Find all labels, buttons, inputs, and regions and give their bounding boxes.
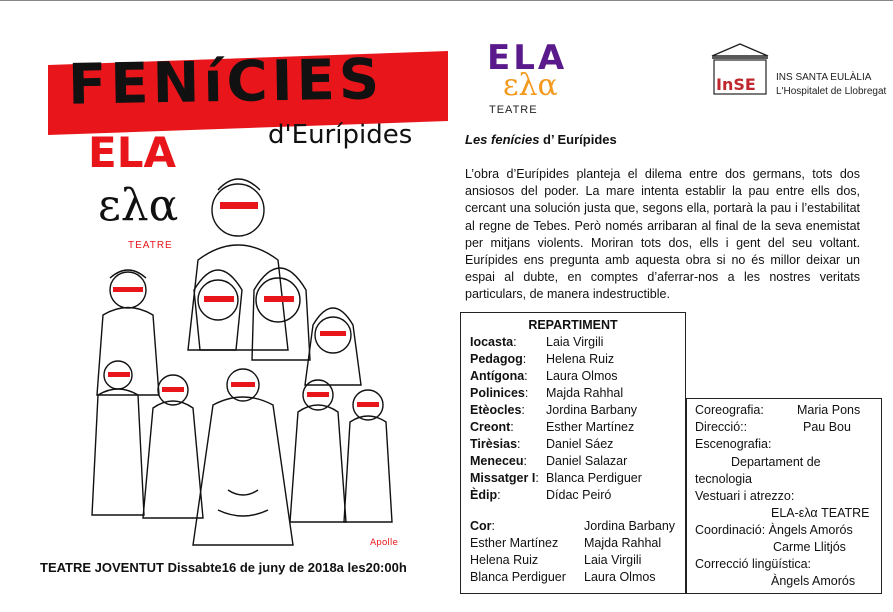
- poster-illustration: [28, 40, 418, 550]
- cast-actor: Esther Martínez: [546, 420, 635, 434]
- ela-logo-greek: ελα: [503, 68, 558, 103]
- poster-signature: Apolle: [370, 538, 398, 548]
- cast-role: Iocasta: [470, 335, 514, 349]
- cast-row: [470, 403, 685, 420]
- school-building-icon: [708, 42, 772, 98]
- poster-ela-logo-greek: ελα: [98, 180, 179, 231]
- cast-role-wrap: [470, 335, 517, 349]
- cast-role-wrap: [470, 386, 528, 400]
- cast-row: [470, 488, 685, 505]
- play-title-author: d’ Eurípides: [539, 132, 617, 147]
- cast-row: [470, 369, 685, 386]
- chorus-row: [470, 570, 685, 587]
- cast-role-wrap: [470, 454, 527, 468]
- play-synopsis: L’obra d’Eurípides planteja el dilema entre dos germans, tots dos ansiosos del poder. La mare intenta establir la pau entre ells dos, cercant una solución justa que, segons ella, portarà la pau i l’estabilitat al regne de Tebes. Però només arribaran al final de la seva enemistat per mitjans violents. Moriran tots dos, ells i gent del seu voltant. Eurípides ens pregunta amb aquesta obra si no és millor deixar un espai al dubte, en comptes d’aferrar-nos a les nostres veritats particulars, de manera indestructible.: [465, 167, 860, 302]
- cast-actor: Laia Virgili: [546, 335, 604, 349]
- credit-value-wardrobe: ELA-ελα TEATRE: [771, 506, 870, 520]
- chorus-row: Cor: Jordina Barbany: [470, 519, 676, 533]
- chorus-label: Cor: [470, 519, 492, 533]
- cast-row: [470, 454, 685, 471]
- poster-title: FENíCIES: [67, 47, 384, 118]
- chorus-member: Blanca Perdiguer: [470, 570, 566, 584]
- chorus-member: Laia Virgili: [584, 553, 642, 567]
- chorus-member: Jordina Barbany: [584, 519, 676, 533]
- chorus-member: Laura Olmos: [584, 570, 656, 584]
- chorus-member: Helena Ruiz: [470, 553, 539, 567]
- performance-details: TEATRE JOVENTUT Dissabte16 de juny de 2018a les20:00h: [40, 560, 407, 575]
- cast-role: Creont: [470, 420, 511, 434]
- cast-separator: :: [524, 369, 528, 383]
- cast-row: [470, 437, 685, 454]
- cast-role: Antígona: [470, 369, 525, 383]
- cast-separator: :: [521, 403, 525, 417]
- credit-label-choreography: Coreografia:: [695, 403, 764, 417]
- cast-actor: Dídac Peiró: [546, 488, 612, 502]
- poster-ela-teatre: TEATRE: [128, 240, 173, 251]
- cast-box: [460, 312, 686, 594]
- cast-drawing: [68, 150, 408, 550]
- cast-role: Pedagog: [470, 352, 523, 366]
- cast-role: Polinices: [470, 386, 525, 400]
- cast-role: Missatger I: [470, 471, 536, 485]
- credit-value-scenography: Departament de: [731, 455, 821, 469]
- top-border-line: [0, 0, 893, 1]
- ins-santa-eulalia-logo: [708, 42, 888, 112]
- cast-actor: Daniel Sáez: [546, 437, 614, 451]
- credit-label-scenography: Escenografia:: [695, 437, 772, 451]
- cast-actor: Laura Olmos: [546, 369, 618, 383]
- cast-role-wrap: [470, 471, 539, 485]
- cast-separator: :: [523, 454, 527, 468]
- chorus-row: [470, 536, 685, 553]
- credit-value-proofreading: Àngels Amorós: [771, 574, 856, 588]
- cast-row: [470, 471, 685, 488]
- credit-value-scenography-cont: tecnologia: [695, 472, 752, 486]
- cast-role-wrap: [470, 420, 514, 434]
- credit-label-proofreading: Correcció lingüística:: [695, 557, 812, 571]
- cast-actor: Helena Ruiz: [546, 352, 615, 366]
- poster-ela-logo-latin: ELA: [88, 128, 176, 177]
- cast-role: Èdip: [470, 488, 498, 502]
- play-title: [465, 132, 617, 147]
- cast-separator: :: [513, 335, 517, 349]
- cast-actor: Daniel Salazar: [546, 454, 628, 468]
- cast-separator: :: [524, 386, 529, 400]
- cast-row: [470, 420, 685, 437]
- chorus-row: [470, 553, 685, 570]
- school-name: INS SANTA EULÀLIA: [776, 72, 872, 83]
- credit-value-choreography: Maria Pons: [797, 403, 861, 417]
- cast-actor: Blanca Perdiguer: [546, 471, 642, 485]
- cast-role: Meneceu: [470, 454, 524, 468]
- credits-box: [686, 398, 882, 594]
- cast-role: Etèocles: [470, 403, 522, 417]
- cast-actor: Jordina Barbany: [546, 403, 638, 417]
- credit-label-wardrobe: Vestuari i atrezzo:: [695, 489, 795, 503]
- credit-label-coordination: Coordinació: Àngels Amorós: [695, 523, 853, 537]
- cast-separator: :: [517, 437, 521, 451]
- cast-separator: :: [535, 471, 539, 485]
- credit-value-coordination: Carme Llitjós: [773, 540, 846, 554]
- cast-role-wrap: [470, 488, 501, 502]
- chorus-member: Esther Martínez: [470, 536, 559, 550]
- school-city: L'Hospitalet de Llobregat: [776, 86, 887, 97]
- cast-role-wrap: [470, 369, 528, 383]
- cast-role-wrap: [470, 352, 526, 366]
- ins-letters: InSE: [716, 75, 756, 94]
- cast-row: [470, 386, 685, 403]
- credit-value-direction: Pau Bou: [803, 420, 851, 434]
- cast-separator: :: [510, 420, 514, 434]
- ela-logo-subtitle: TEATRE: [489, 104, 538, 116]
- credit-label-direction: Direcció::: [695, 420, 748, 434]
- cast-heading: REPARTIMENT: [528, 318, 618, 332]
- cast-row: [470, 335, 685, 352]
- cast-role-wrap: [470, 403, 525, 417]
- chorus-member: Majda Rahhal: [584, 536, 662, 550]
- ela-logo-latin: ELA: [487, 38, 568, 78]
- cast-row: [470, 352, 685, 369]
- ela-teatre-logo: [487, 38, 587, 120]
- play-title-italic: Les fenícies: [465, 132, 540, 147]
- cast-actor: Majda Rahhal: [546, 386, 624, 400]
- cast-separator: :: [522, 352, 527, 366]
- cast-separator: :: [497, 488, 501, 502]
- cast-role-wrap: [470, 437, 521, 451]
- cast-role: Tirèsias: [470, 437, 518, 451]
- poster-author: d'Eurípides: [268, 120, 413, 150]
